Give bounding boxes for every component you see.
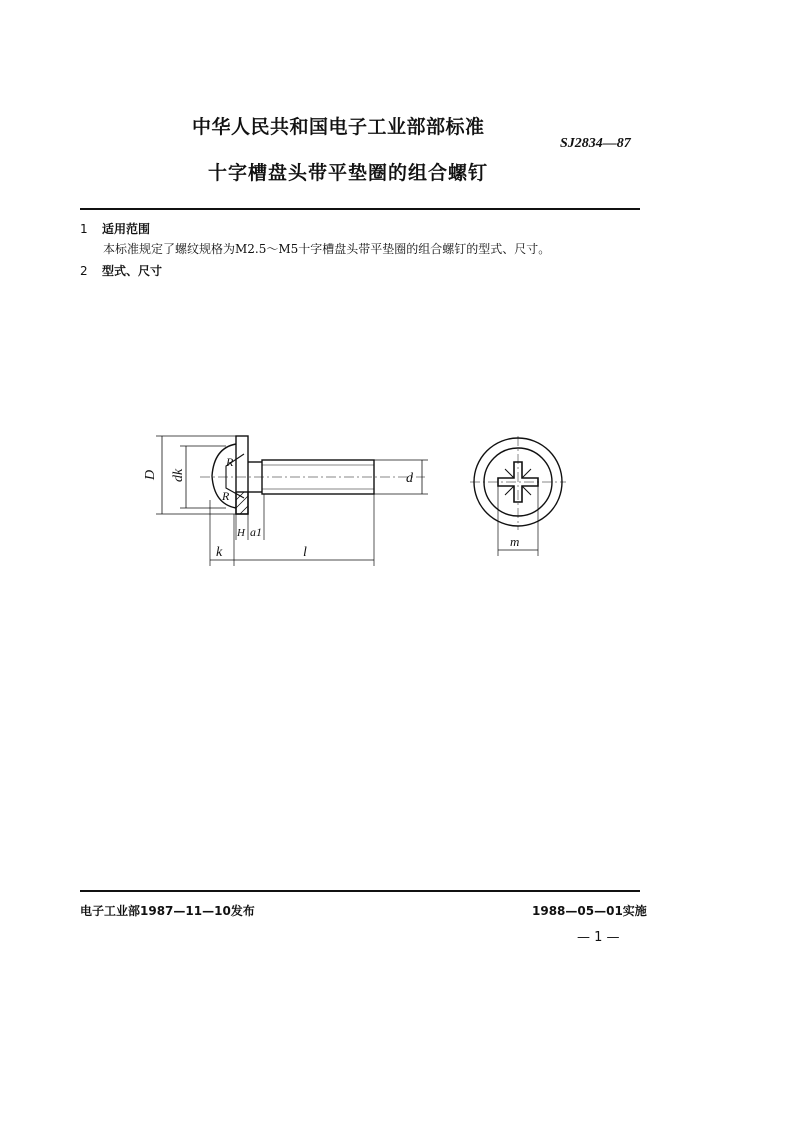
section-title: 型式、尺寸 — [102, 264, 163, 278]
effective-date: 1988—05—01实施 — [532, 904, 647, 918]
label-dk: dk — [171, 468, 186, 482]
label-R-bottom: R — [222, 489, 230, 503]
label-H: H — [237, 527, 245, 539]
washer-section — [236, 492, 248, 514]
label-a1: a1 — [250, 525, 262, 539]
page-number: — 1 — — [577, 930, 620, 945]
side-view — [156, 436, 428, 566]
label-D: D — [143, 469, 158, 480]
document-title: 十字槽盘头带平垫圈的组合螺钉 — [208, 162, 489, 184]
label-R-top: R — [226, 455, 234, 469]
label-m: m — [510, 534, 520, 549]
footer-rule — [80, 890, 640, 892]
standard-number: SJ2834—87 — [560, 136, 631, 151]
scope-paragraph: 本标准规定了螺纹规格为M2.5～M5十字槽盘头带平垫圈的组合螺钉的型式、尺寸。 — [103, 242, 551, 256]
section-number: 1 — [80, 222, 88, 236]
label-k: k — [216, 545, 223, 560]
issue-date: 电子工业部1987—11—10发布 — [80, 904, 255, 918]
label-d: d — [406, 471, 413, 486]
issuing-organization: 中华人民共和国电子工业部部标准 — [192, 116, 485, 138]
section-title: 适用范围 — [102, 222, 151, 236]
label-l: l — [303, 545, 307, 560]
section-number: 2 — [80, 264, 88, 278]
